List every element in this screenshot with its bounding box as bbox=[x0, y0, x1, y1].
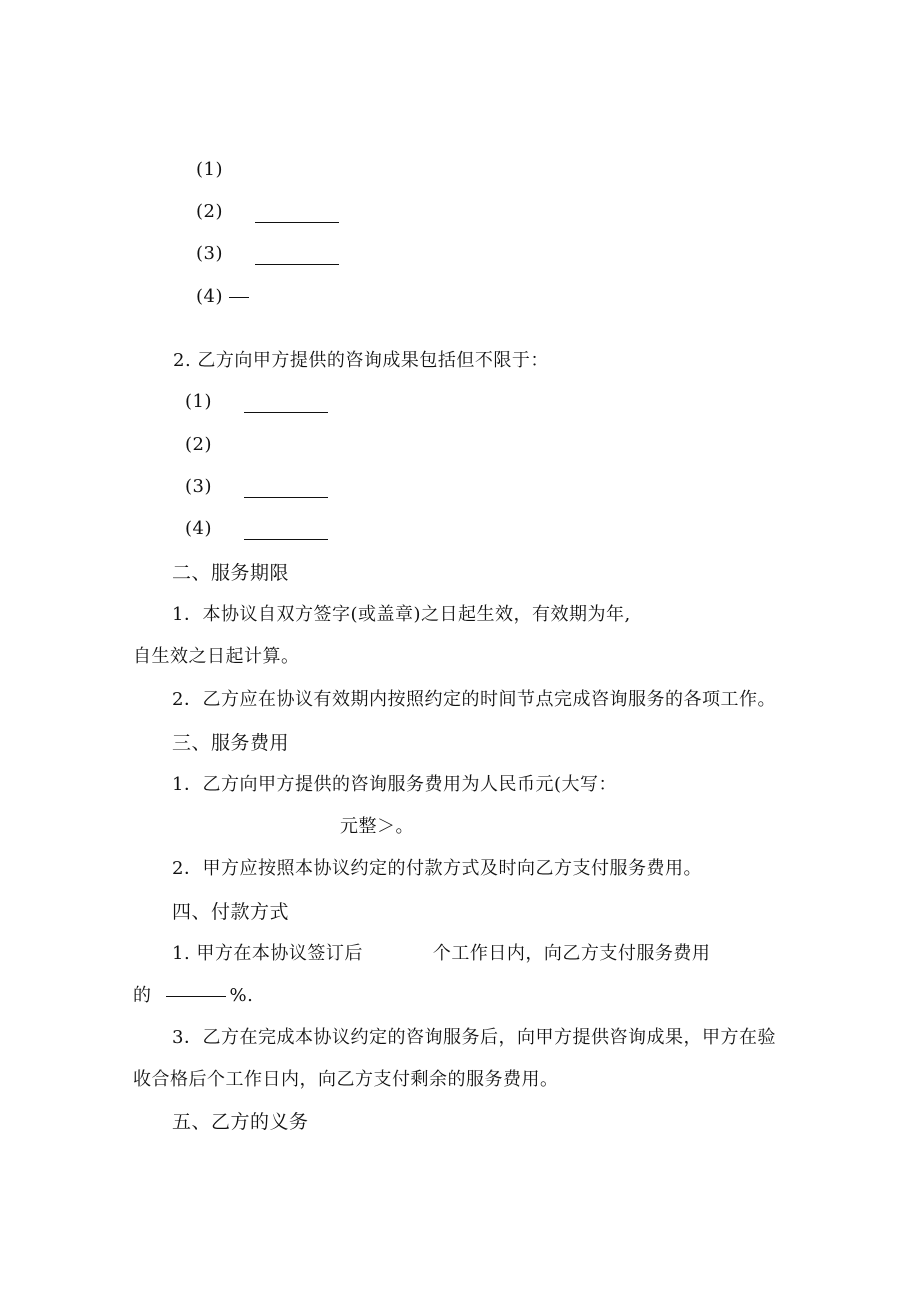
paragraph: 自生效之日起计算。 bbox=[133, 646, 300, 667]
list-item-a3: (3) bbox=[196, 243, 223, 264]
section-heading: 四、付款方式 bbox=[172, 901, 290, 923]
paragraph: 1．乙方向甲方提供的咨询服务费用为人民币元(大写： bbox=[172, 774, 617, 795]
list-item-b3: (3) bbox=[185, 476, 212, 497]
paragraph-item2: 2. 乙方向甲方提供的咨询成果包括但不限于： bbox=[173, 350, 549, 371]
section-heading: 三、服务费用 bbox=[172, 732, 290, 754]
list-item-b2: (2) bbox=[185, 434, 212, 455]
section-heading: 五、乙方的义务 bbox=[172, 1111, 309, 1133]
blank-line bbox=[166, 995, 226, 997]
list-item-b1: (1) bbox=[185, 391, 212, 412]
paragraph: 3．乙方在完成本协议约定的咨询服务后，向甲方提供咨询成果，甲方在验 bbox=[172, 1027, 776, 1048]
paragraph: 2．甲方应按照本协议约定的付款方式及时向乙方支付服务费用。 bbox=[172, 858, 702, 879]
blank-line bbox=[244, 496, 328, 498]
paragraph: 1．本协议自双方签字(或盖章)之日起生效，有效期为年, bbox=[172, 604, 631, 625]
paragraph: 1. 甲方在本协议签订后 个工作日内，向乙方支付服务费用 bbox=[172, 943, 711, 964]
list-item-a2: (2) bbox=[196, 201, 223, 222]
blank-line bbox=[255, 263, 339, 265]
blank-line bbox=[255, 221, 339, 223]
blank-line bbox=[244, 538, 328, 540]
paragraph: 的 %. bbox=[133, 985, 254, 1006]
list-item-b4: (4) bbox=[185, 518, 212, 539]
list-item-a4: (4) bbox=[196, 285, 249, 309]
paragraph: 元整＞。 bbox=[340, 816, 414, 837]
paragraph: 2．乙方应在协议有效期内按照约定的时间节点完成咨询服务的各项工作。 bbox=[172, 689, 776, 710]
blank-line bbox=[244, 411, 328, 413]
paragraph: 收合格后个工作日内，向乙方支付剩余的服务费用。 bbox=[133, 1069, 559, 1090]
section-heading: 二、服务期限 bbox=[172, 562, 290, 584]
list-item-a1: (1) bbox=[196, 159, 223, 180]
dash-mark bbox=[229, 297, 249, 298]
